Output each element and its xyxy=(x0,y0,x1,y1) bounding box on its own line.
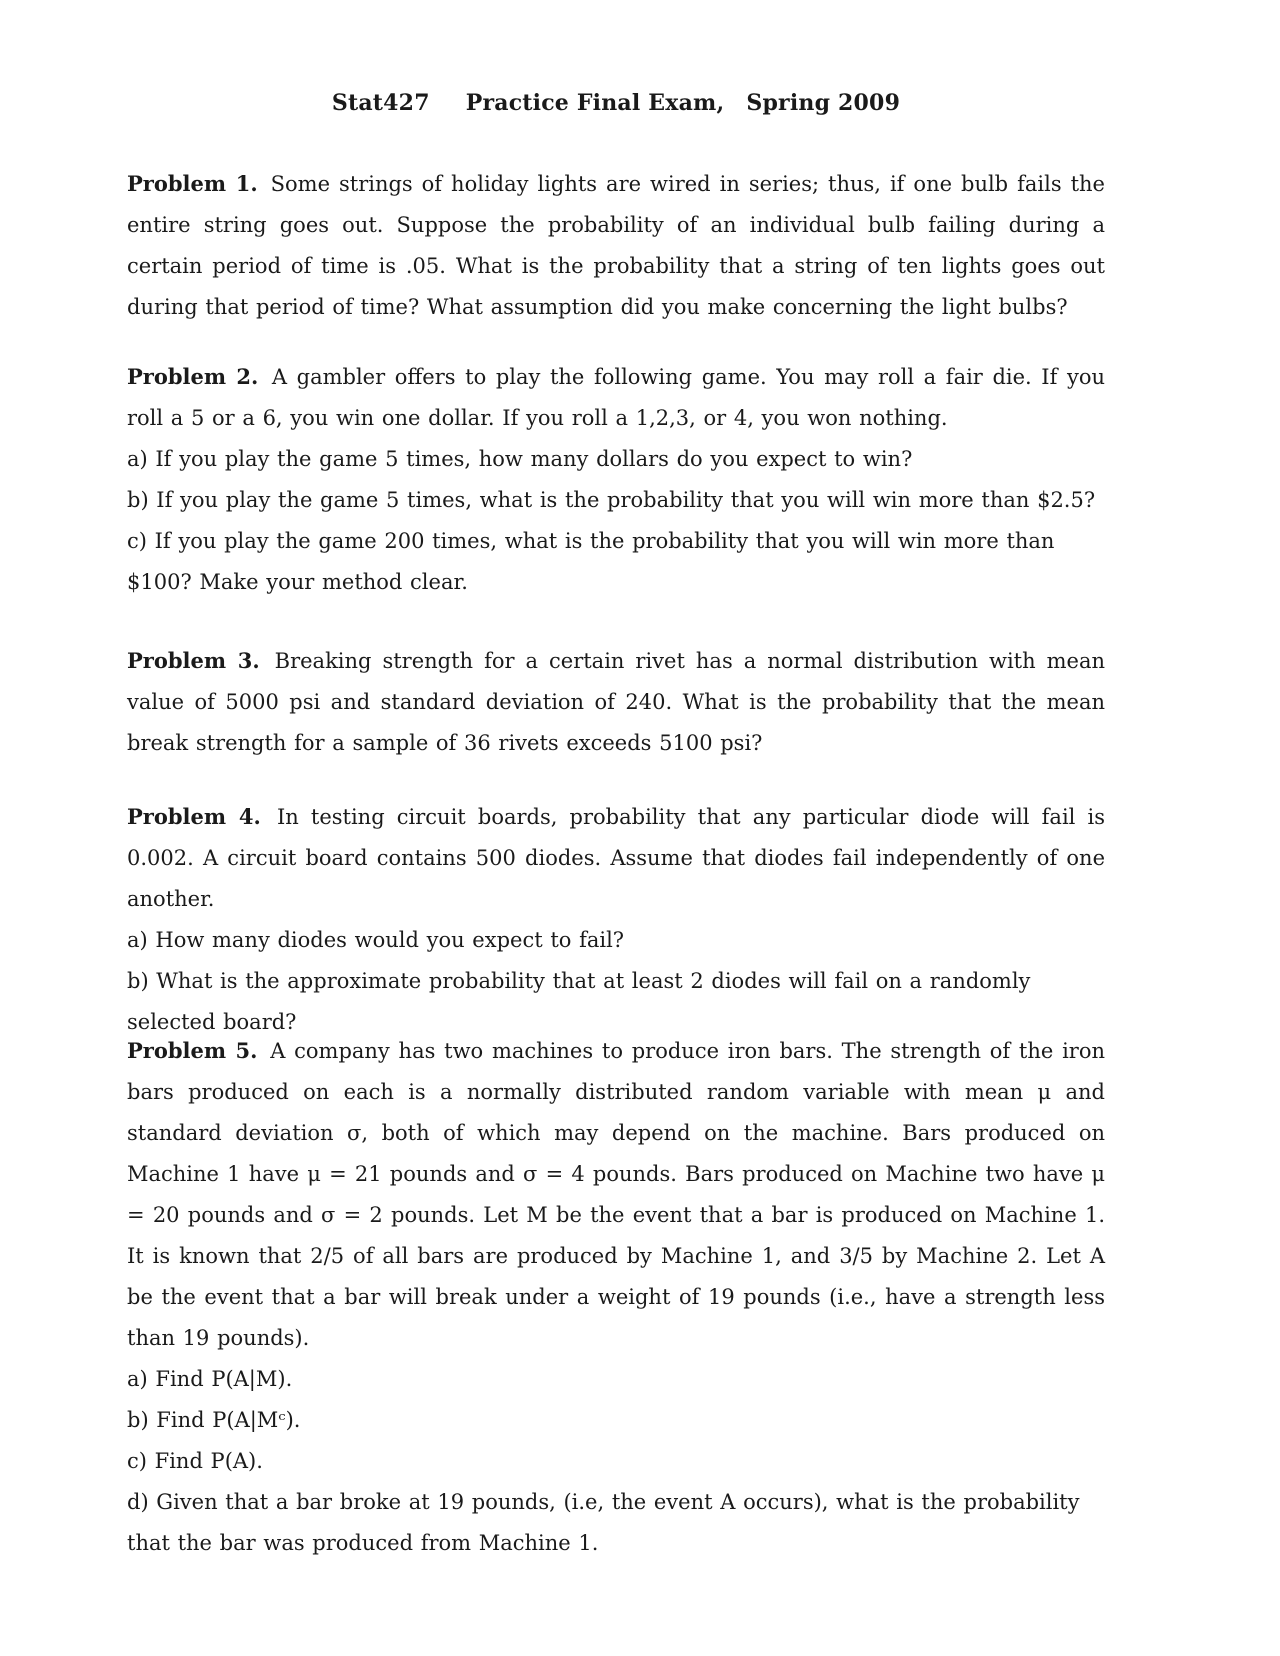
problem-part: a) Find P(A|M). xyxy=(127,1367,293,1391)
problem-text: In testing circuit boards, probability that any particular diode will fail is 0.002. A circuit board contains 500 diodes. Assume that diodes fail independently of one another. xyxy=(127,805,1105,911)
page-title xyxy=(127,90,1105,116)
problem-label: Problem 5. xyxy=(127,1038,258,1063)
problem-label: Problem 1. xyxy=(127,171,258,196)
problem-part: a) How many diodes would you expect to fail? xyxy=(127,928,625,952)
problem-3 xyxy=(127,640,1105,764)
problem-part: b) Find P(A|Mᶜ). xyxy=(127,1408,301,1432)
problem-text: A gambler offers to play the following game. You may roll a fair die. If you roll a 5 or a 6, you win one dollar. If you roll a 1,2,3, or 4, you won nothing. xyxy=(127,365,1105,430)
problem-part: a) If you play the game 5 times, how many dollars do you expect to win? xyxy=(127,447,913,471)
problem-1 xyxy=(127,163,1105,328)
problem-part: c) If you play the game 200 times, what is the probability that you will win more than $100? Make your method clear. xyxy=(127,529,1055,594)
problem-text: Breaking strength for a certain rivet has a normal distribution with mean value of 5000 psi and standard deviation of 240. What is the probability that the mean break strength for a sample of 36 rivets exceeds 5100 psi? xyxy=(127,649,1105,755)
problem-part: d) Given that a bar broke at 19 pounds, (i.e, the event A occurs), what is the probability that the bar was produced from Machine 1. xyxy=(127,1490,1080,1555)
problem-part: b) If you play the game 5 times, what is the probability that you will win more than $2.5? xyxy=(127,488,1096,512)
problem-4 xyxy=(127,796,1105,1043)
problem-part: c) Find P(A). xyxy=(127,1449,263,1473)
exam-term: Spring 2009 xyxy=(746,90,901,116)
problem-label: Problem 3. xyxy=(127,648,260,673)
problem-part: b) What is the approximate probability that at least 2 diodes will fail on a randomly selected board? xyxy=(127,969,1031,1034)
problem-label: Problem 4. xyxy=(127,804,261,829)
problem-2 xyxy=(127,356,1105,603)
course-code: Stat427 xyxy=(331,90,430,116)
problem-text: Some strings of holiday lights are wired in series; thus, if one bulb fails the entire string goes out. Suppose the probability of an individual bulb failing during a certain period of time is .05. What is the probability that a string of ten lights goes out during that period of time? What assumption did you make concerning the light bulbs? xyxy=(127,172,1105,319)
problem-5 xyxy=(127,1030,1105,1564)
problem-text: A company has two machines to produce iron bars. The strength of the iron bars produced on each is a normally distributed random variable with mean μ and standard deviation σ, both of which may depend on the machine. Bars produced on Machine 1 have μ = 21 pounds and σ = 4 pounds. Bars produced on Machine two have μ = 20 pounds and σ = 2 pounds. Let M be the event that a bar is produced on Machine 1. It is known that 2/5 of all bars are produced by Machine 1, and 3/5 by Machine 2. Let A be the event that a bar will break under a weight of 19 pounds (i.e., have a strength less than 19 pounds). xyxy=(127,1039,1106,1350)
problem-label: Problem 2. xyxy=(127,364,259,389)
exam-name: Practice Final Exam, xyxy=(465,90,725,116)
